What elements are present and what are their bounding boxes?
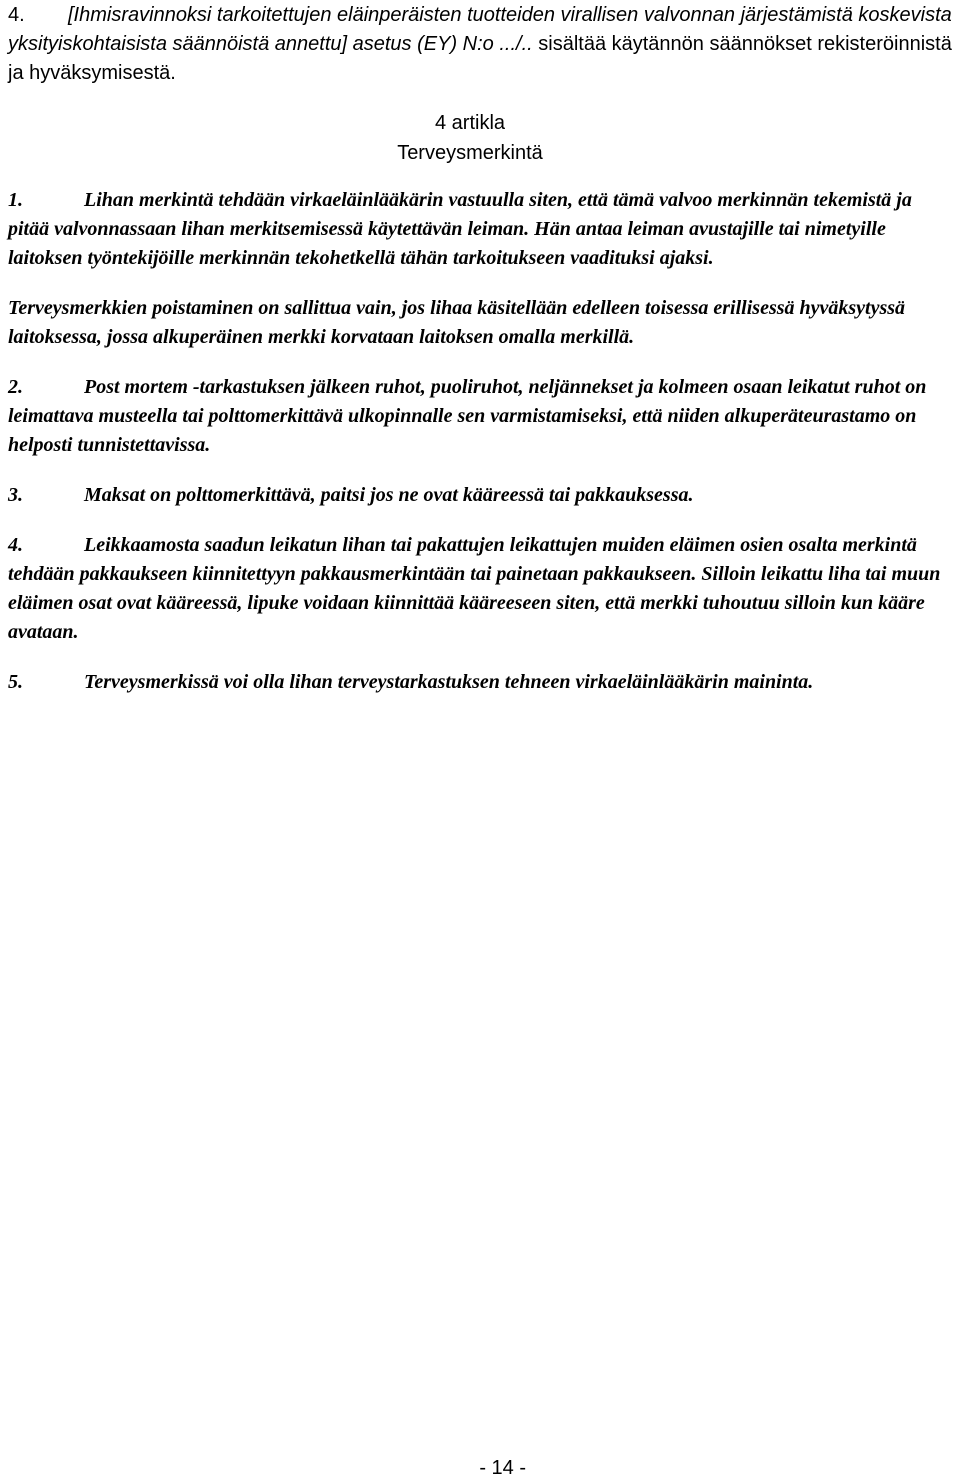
section-title (8, 1, 952, 88)
paragraph-text: Maksat on polttomerkittävä, paitsi jos ne ovat kääreessä tai pakkauksessa. (84, 484, 694, 506)
paragraph-number: 1. (8, 189, 23, 211)
paragraph-4 (8, 531, 952, 647)
paragraph-3 (8, 481, 952, 510)
paragraph-number: 3. (8, 484, 23, 506)
paragraph-1 (8, 186, 952, 273)
page-footer (0, 1455, 960, 1481)
paragraph-text: Terveysmerkkien poistaminen on sallittua vain, jos lihaa käsitellään edelleen toisessa erillisessä hyväksytyssä laitoksessa, jossa alkuperäinen merkki korvataan laitoksen omalla merkillä. (8, 297, 906, 348)
article-number: 4 artikla (434, 112, 506, 134)
page-number: - 14 - (479, 1457, 526, 1479)
section-title-text: [Ihmisravinnoksi tarkoitettujen eläinperäisten tuotteiden virallisen valvonnan järjestämistä koskevista yksityiskohtaisista säännöistä annettu] asetus (EY) N:o .../.. (8, 4, 952, 55)
section-heading (8, 1, 952, 88)
paragraph-5 (8, 668, 952, 697)
paragraph-text: Lihan merkintä tehdään virkaeläinlääkärin vastuulla siten, että tämä valvoo merkinnän tekemistä ja pitää valvonnassaan lihan merkitsemisessä käytettävän leiman. Hän antaa leiman avustajille tai nimetyille laitoksen työntekijöille merkinnän tekohetkellä tähän tarkoitukseen vaadituksi ajaksi. (8, 189, 912, 269)
paragraph-number: 4. (8, 534, 23, 556)
paragraph-number: 2. (8, 376, 23, 398)
paragraph-text: Terveysmerkissä voi olla lihan terveystarkastuksen tehneen virkaeläinlääkärin maininta. (84, 671, 814, 693)
article-title: Terveysmerkintä (397, 142, 543, 164)
section-number: 4. (8, 4, 25, 26)
paragraph-text: Leikkaamosta saadun leikatun lihan tai pakattujen leikattujen muiden eläimen osien osalta merkintä tehdään pakkaukseen kiinnitettyyn pakkausmerkintään tai painetaan pakkaukseen. Silloin leikattu liha tai muun eläimen osat ovat kääreessä, lipuke voidaan kiinnittää kääreeseen siten, että merkki tuhoutuu silloin kun kääre avataan. (8, 534, 941, 643)
paragraph-1-continued (8, 294, 952, 352)
paragraph-text: Post mortem -tarkastuksen jälkeen ruhot, puoliruhot, neljännekset ja kolmeen osaan leikatut ruhot on leimattava musteella tai polttomerkittävä ulkopinnalle sen varmistamiseksi, että niiden alkuperäteurastamo on helposti tunnistettavissa. (8, 376, 927, 456)
paragraph-number: 5. (8, 671, 23, 693)
article-heading (0, 108, 952, 168)
paragraph-2 (8, 373, 952, 460)
section-title-tail: sisältää käytännön säännökset rekisteröinnistä ja hyväksymisestä. (8, 33, 952, 84)
document-page (8, 0, 952, 697)
